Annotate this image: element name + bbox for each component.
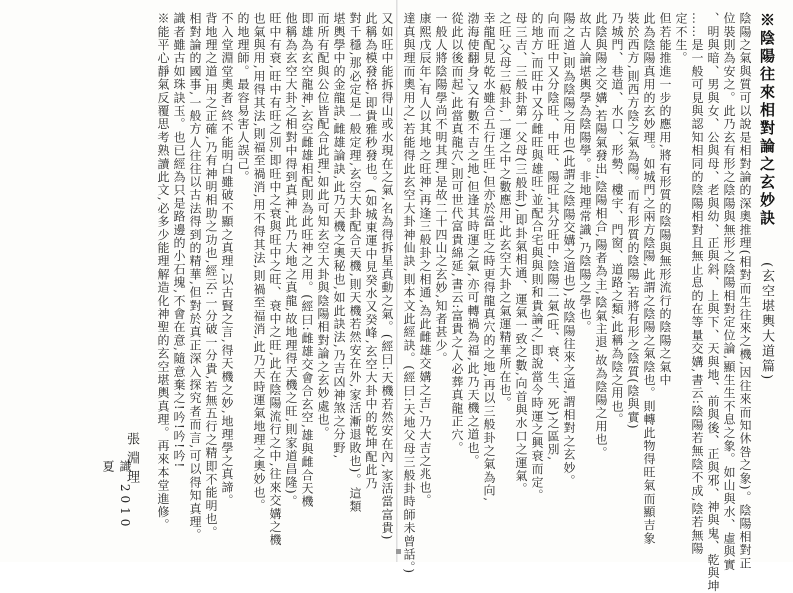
right-column-16: 之旺,父母三般卦,一運之中之數應用,此玄空大卦之氣運精華所在也。 [498,12,512,410]
right-column-11: 故古人論堪輿學為陰陽學。非地理常識,乃陰陽之學也。 [578,12,592,334]
article-title: ※陰陽往來相對論之玄妙訣 [758,12,776,228]
left-column-10: 的地理師。最容易害人誤己。 [236,12,250,184]
left-column-13: 相對論的國事,一般方人往往以古法得到的精華,但對於真正深入探究者而言,可以得知真理。 [188,12,202,542]
right-page [402,12,776,593]
author-signature: 張淵理 [124,432,139,489]
right-column-9: 乃城門、巷道、水口、形勢、樓宇、門窗、道路之類,此稱為陰之用也。 [610,12,624,427]
right-column-3: 、明與暗、男與女、公與母、老與幼、正與斜、上與下、天與地、前與後、正與邪、神與鬼、乾與坤 [706,12,720,593]
left-page [22,12,394,547]
right-column-4: ……是一般可見與認知相同的陰陽相對且無止息的在等量交媾,書云:陰陽若無陰不成,陰若無陽 [690,12,704,556]
right-column-10: 此陰與陽之交媾,若陽氣發出,陰陽相合,陽者為主,陰氣主退,故為陰陽之用也。 [594,12,608,460]
right-column-8: 裝於西方,則西方陰之氣為陽。而有形質的陰陽,若將有形之陰質(陰與實) [626,12,640,430]
page-gutter [396,0,398,562]
left-column-6: 即雄為玄空龍神,玄空雌雄相配則為此旺神之用。(經曰:雌雄交會合玄空,雄與雌合天機 [300,12,314,509]
left-column-15: ※能平心靜氣反覆思考熟讀此文,必多少能理解造化神聖的玄空堪輿真理。再來本堂進修。 [156,12,170,532]
left-column-2: 此稱為模發格,即貴雅秒發也。(如城東運中見癸水又癸峰,玄空大卦中的乾坤配此乃 [364,12,378,490]
left-column-12: 背地理之道,用之正確,乃有神明相助之功也,經云:一分破一分貴,若無五行之精即不能明也。 [204,12,218,539]
right-column-6: 但若能推進一步的應用,將有形質的陰陽與無形流行的陰陽之氣中 [658,12,672,387]
signature-date: 識 2010 夏 [101,460,132,531]
right-column-19: 從此以後而起,此當真龍穴,則可世代富貴綿延,書云:富貴之人必葬真龍正穴。 [450,12,464,455]
left-column-1: 又如旺中能拆得山或水現在之氣,名為得拆星真動之氣。(經曰:天機若然安在內,家活當富貴) [380,12,394,541]
right-column-18: 渤海使翻身,又有數不吉之地,但逢其時運之氣,亦可轉禍為福,此乃天機之道也。 [466,12,480,468]
right-column-21: 康熙戊辰年,有人以其地之旺神,再逢三般卦之相通,為此雌雄交媾之吉,乃大吉之兆也。 [418,12,432,508]
right-column-2: 位裝則為安之。此乃玄有形之陰陽與無形之陰陽相對定位論,顯生生不息之象。如山與水、虛與實 [722,12,736,572]
left-column-14: 識者雖古如珠訣玉。也已經為只是路邊的小石塊,不會在意,隨意棄之!吟!吟!吟! [172,12,186,469]
right-column-1: 陰陽之氣與質可以說是相對論的深奧推理(相對而生往來之機,因往來而知休咎之象)。陰陽相對正 [738,12,752,570]
left-column-3: 對千穩,那必定是一般定理,玄空大卦配合天機,則天機若然安在外,家活漸退敗也)。這類 [348,12,362,514]
right-column-20: 一般人將陰陽學尚不明其理,是故二十四山之玄妙,知者甚少。 [434,12,448,366]
left-column-8: 旺中有衰,旺中有旺之別,即旺中之衰與旺中之旺、衰中之旺,此在陰陽流行之中,往來交媾之機 [268,12,282,547]
left-column-5: 而所有配與公位皆配合此理,如此可知玄空大卦與陰陽相對論之玄妙處也。 [316,12,330,440]
right-column-7: 此為陰陽真用的玄妙理。如城門之兩方陰陽,此謂之陰陽之氣陰也。則轉此物得旺氣而顯吉象 [642,12,656,546]
left-column-11: 不入堂淵堂奧者,終不能明白雖破不顯之真理,以古賢之言,得天機之妙,地理學之真諦。 [220,12,234,508]
left-column-9: 也氣與用,用得其法,則福至禍消,用不得其法,則禍至福消,此乃天時運氣地理之奧妙也。 [252,12,266,513]
right-column-5: 定不生。 [674,12,688,65]
right-column-12: 陽之道,則為陰陽之用也(此謂之陰陽交媾之道也),故陰陽往來之道,謂相對之玄妙。 [562,12,576,488]
right-column-22: 達真與理而奧用之,若能得此玄空大卦神仙訣,則本文此經訣。(經曰:天地父母三般卦時師未曾話。) [402,12,416,575]
right-column-13: 向而旺中又分陰旺、中旺、陽旺,其分旺中,陰陽二氣(旺、衰、生、死)之區別, [546,12,560,462]
page-fold-mark [396,549,401,554]
right-column-14: 的地方,而旺中又分雌旺與雄旺,並配合宅與與則和貴論之,即說當今時運之興衰而定。 [530,12,544,503]
article-subtitle: (玄空堪輿大道篇) [759,262,774,382]
left-column-4: 堪輿學中的金龍訣,雌雄論訣,此乃天機之奧秘也,如此訣法,乃吉凶神煞之分野, [332,12,346,460]
right-column-17: 幸龍配見乾水雖合五行生旺,但亦於當旺之時更得龍真穴的之地,再以三般卦之氣為向, [482,12,496,503]
left-column-7: 他稱為玄空大卦之相對中得到真神,此乃大地之真龍,故地理得天機之旺,則家道昌隆)。 [284,12,298,509]
right-column-15: 母三吉、三般卦第一父母(三般卦),即卦氣相通、運氣一致之數,向首與水口之運氣。 [514,12,528,496]
